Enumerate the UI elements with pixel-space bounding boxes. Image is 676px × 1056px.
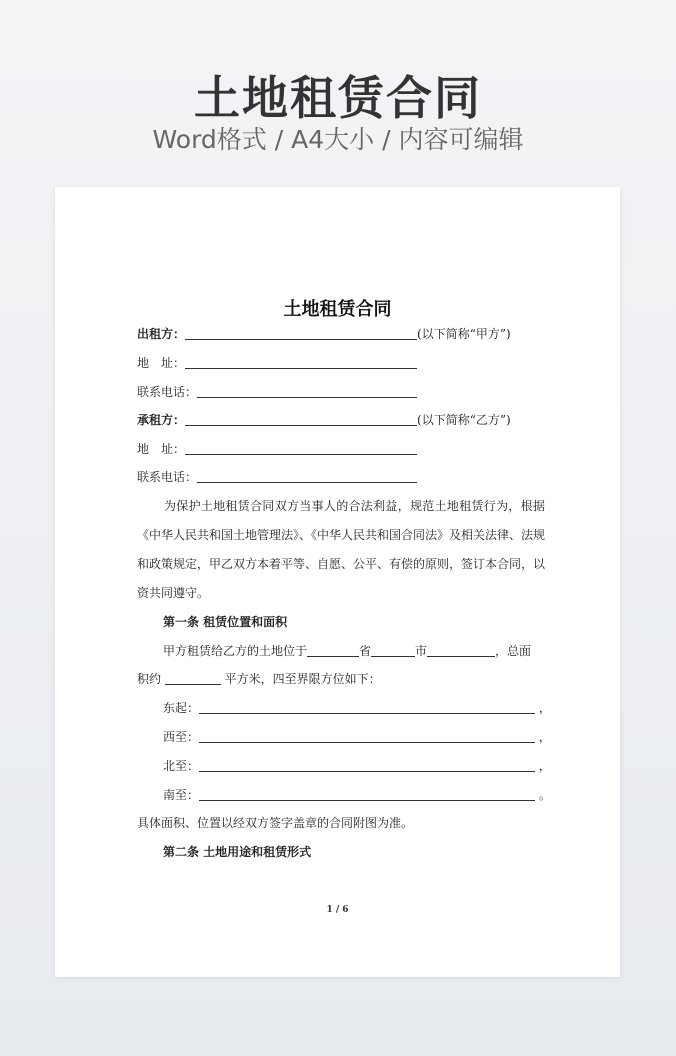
area-blank[interactable] [165, 672, 221, 685]
bound-west-end: ， [538, 730, 551, 744]
bound-west-blank[interactable] [199, 730, 535, 743]
area-line [137, 671, 381, 687]
location-text2: ，总面 [495, 644, 532, 658]
bound-south-label: 南至： [163, 788, 200, 802]
lessor-phone-blank[interactable] [197, 385, 417, 398]
lessee-phone-label: 联系电话： [137, 470, 198, 484]
article1-title: 第一条 租赁位置和面积 [163, 615, 288, 629]
lessor-address-row [137, 355, 417, 371]
document-page [55, 187, 620, 977]
lessee-phone-row [137, 469, 417, 485]
page-number: 1 / 6 [326, 905, 349, 915]
location-text3: 积约 [137, 672, 162, 686]
bound-south-row [163, 787, 551, 803]
lessor-row [137, 326, 511, 342]
lessee-note: (以下简称“乙方”) [417, 413, 511, 427]
lessor-phone-row [137, 384, 417, 400]
document-title: 土地租赁合同 [283, 299, 392, 320]
bound-west-label: 西至： [163, 730, 200, 744]
location-text1: 甲方租赁给乙方的土地位于 [163, 644, 308, 658]
bound-north-end: ， [538, 759, 551, 773]
lessee-address-label: 地 址： [137, 442, 186, 456]
location-line [163, 643, 531, 659]
bound-west-row [163, 729, 551, 745]
intro-paragraph: 为保护土地租赁合同双方当事人的合法利益，规范土地租赁行为，根据《中华人民共和国土地管理法》、《中华人民共和国合同法》及相关法律、法规和政策规定，甲乙双方本着平等、自愿、公平、有偿的原则，签订本合同，以资共同遵守。 [137, 499, 546, 600]
lessee-label: 承租方： [137, 413, 186, 427]
bound-east-row [163, 700, 551, 716]
bound-north-label: 北至： [163, 759, 200, 773]
city-label: 市 [415, 644, 428, 658]
district-blank[interactable] [427, 644, 495, 657]
lessee-address-row [137, 441, 417, 457]
lessor-address-blank[interactable] [185, 356, 417, 369]
banner-title: 土地租赁合同 [194, 71, 482, 125]
lessee-row [137, 412, 511, 428]
bound-east-blank[interactable] [199, 701, 535, 714]
lessor-label: 出租方： [137, 327, 186, 341]
lessee-address-blank[interactable] [185, 442, 417, 455]
city-blank[interactable] [371, 644, 415, 657]
lessor-phone-label: 联系电话： [137, 385, 198, 399]
bound-south-end: 。 [538, 788, 551, 802]
lessee-blank[interactable] [185, 413, 417, 426]
bound-south-blank[interactable] [199, 788, 535, 801]
lessor-blank[interactable] [185, 327, 417, 340]
lessor-note: (以下简称“甲方”) [417, 327, 511, 341]
lessor-address-label: 地 址： [137, 356, 186, 370]
bound-east-end: ， [538, 701, 551, 715]
province-blank[interactable] [307, 644, 359, 657]
province-label: 省 [359, 644, 372, 658]
bound-east-label: 东起： [163, 701, 200, 715]
bound-north-blank[interactable] [199, 759, 535, 772]
location-text4: 平方米，四至界限方位如下： [224, 672, 381, 686]
article2-title: 第二条 土地用途和租赁形式 [163, 845, 312, 859]
bound-north-row [163, 758, 551, 774]
lessee-phone-blank[interactable] [197, 470, 417, 483]
area-note: 具体面积、位置以经双方签字盖章的合同附图为准。 [137, 816, 414, 830]
banner-subtitle: Word格式 / A4大小 / 内容可编辑 [152, 125, 524, 154]
